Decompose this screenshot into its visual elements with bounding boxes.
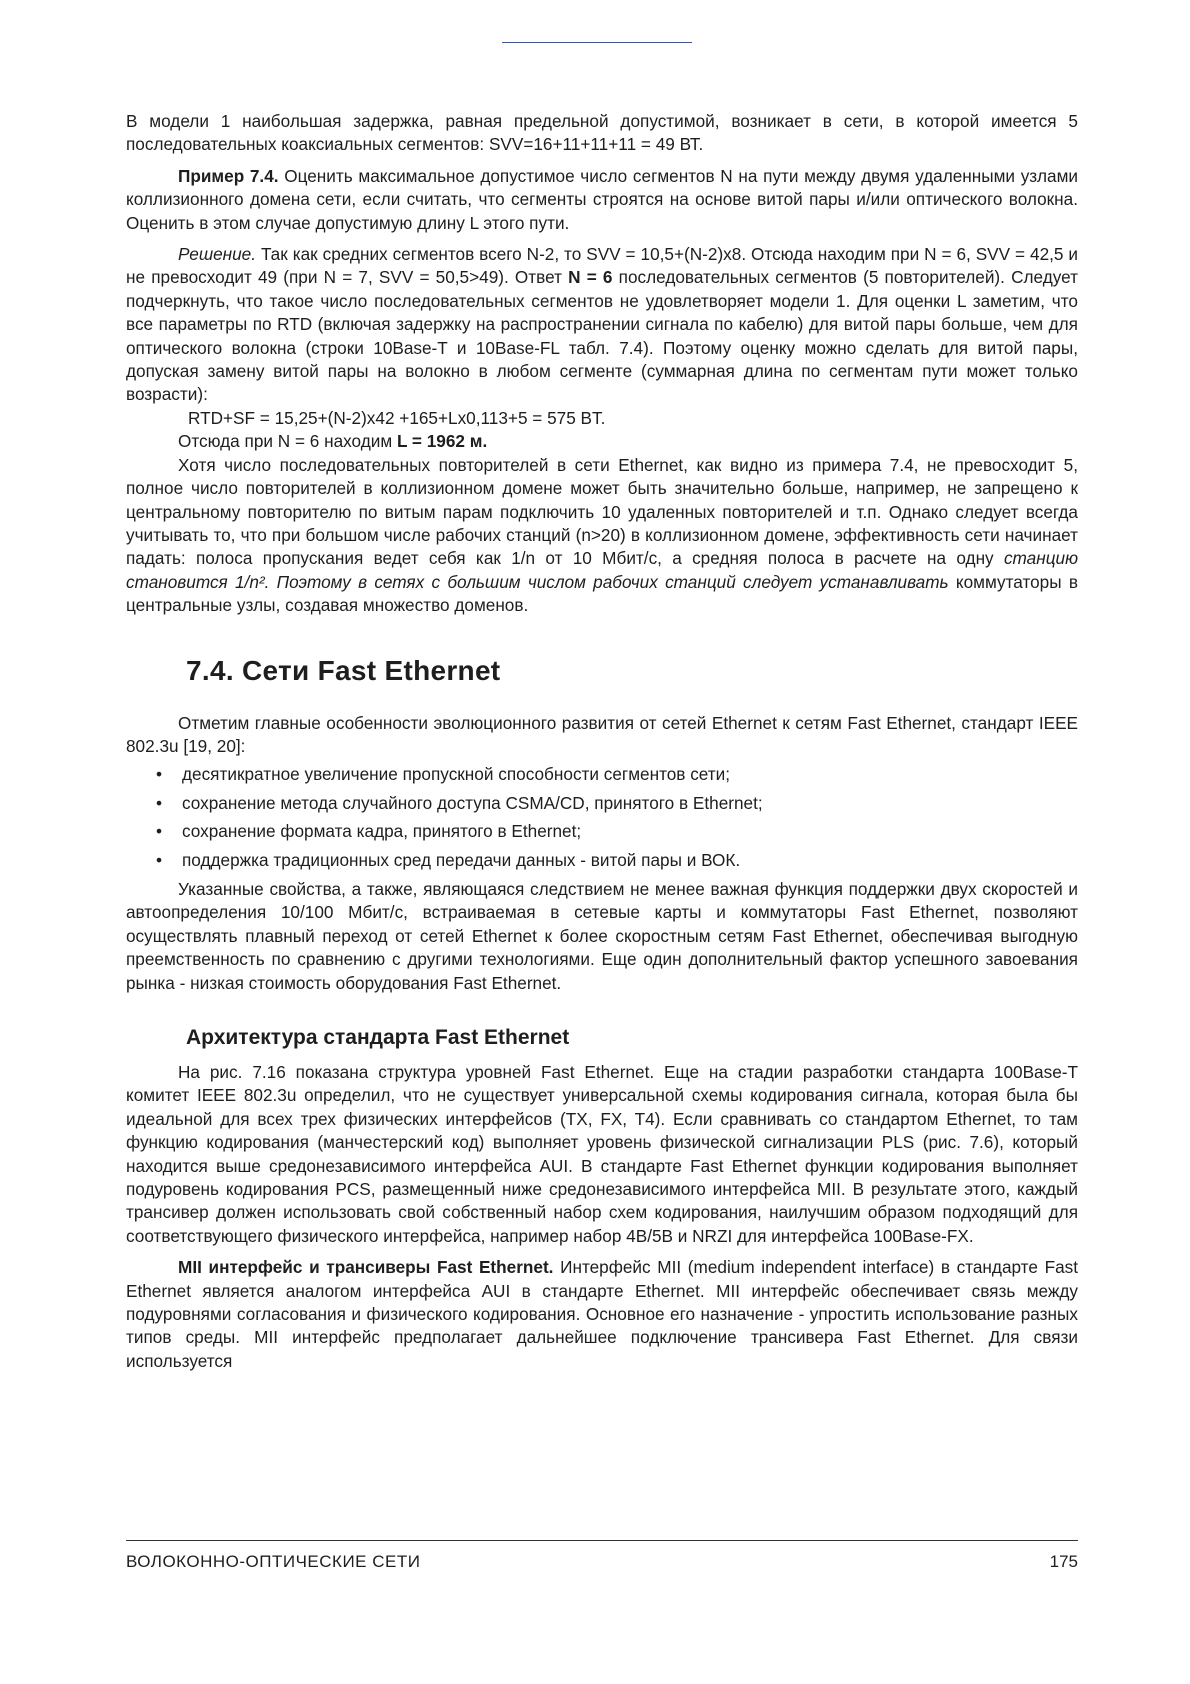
- footer-rule: [126, 1540, 1078, 1541]
- page-number: 175: [1049, 1552, 1078, 1571]
- mii-paragraph: [126, 1256, 1078, 1373]
- result-value: L = 1962 м.: [396, 431, 488, 452]
- rtd-formula: RTD+SF = 15,25+(N-2)x42 +165+Lx0,113+5 = 575 BT.: [188, 407, 606, 428]
- section-intro: Отметим главные особенности эволюционного развития от сетей Ethernet к сетям Fast Ethernet, стандарт IEEE 802.3u [19, 20]:: [126, 712, 1078, 756]
- result-paragraph: [126, 430, 1078, 453]
- repeaters-end: коммутаторы в центральные узлы, создавая множество доменов.: [126, 571, 1078, 616]
- mii-label: MII интерфейс и трансиверы Fast Ethernet.: [178, 1257, 554, 1278]
- repeaters-text: Хотя число последовательных повторителей в сети Ethernet, как видно из примера 7.4, не превосходит 5, полное число повторителей в коллизионном домене может быть значительно больше, например, не запрещено к центральному повторителю по витым парам подключить 10 удаленных повторителей и т.п. Однако следует всегда учитывать то, что при большом числе рабочих станций (n>20) в коллизионном домене, эффективность сети начинает падать: полоса пропускания ведет себя как 1/n от 10 Мбит/с, а средняя полоса в расчете на одну: [126, 454, 1078, 569]
- result-text: Отсюда при N = 6 находим: [178, 431, 397, 452]
- example-text: Оценить максимальное допустимое число сегментов N на пути между двумя удаленными узлами коллизионного домена сети, если считать, что сегменты строятся на основе витой пары и/или оптического волокна. Оценить в этом случае допустимую длину L этого пути.: [126, 165, 1078, 233]
- mii-text: Интерфейс MII (medium independent interface) в стандарте Fast Ethernet является аналогом интерфейса AUI в стандарте Ethernet. MII интерфейс обеспечивает связь между подуровнями согласования и физического кодирования. Основное его назначение - упростить использование разных типов среды. MII интерфейс предполагает дальнейшее подключение трансивера Fast Ethernet. Для связи используется: [126, 1257, 1078, 1371]
- solution-label: Решение.: [178, 244, 257, 265]
- repeaters-italic: станцию становится 1/n². Поэтому в сетях с большим числом рабочих станций следует устанавливать: [126, 548, 1078, 592]
- solution-text-a: Так как средних сегментов всего N-2, то SVV = 10,5+(N-2)x8. Отсюда находим при N = 6, SVV = 42,5 и не превосходит 49 (при N = 7, SVV = 50,5>49). Ответ: [126, 244, 1078, 288]
- solution-text-b: последовательных сегментов (5 повторителей). Следует подчеркнуть, что такое число последовательных сегментов не удовлетворяет модели 1. Для оценки L заметим, что все параметры по RTD (включая задержку на распространении сигнала по кабелю) для витой пары больше, чем для оптического волокна (строки 10Base-T и 10Base-FL табл. 7.4). Поэтому оценку можно сделать для витой пары, допуская замену витой пары на волокно в любом сегменте (суммарная длина по сегментам пути может только возрасти):: [126, 267, 1078, 405]
- top-rule: [502, 42, 692, 43]
- list-item: • сохранение метода случайного доступа CSMA/CD, принятого в Ethernet;: [126, 792, 1078, 815]
- section-title: 7.4. Сети Fast Ethernet: [186, 654, 501, 686]
- list-item: • поддержка традиционных сред передачи данных - витой пары и ВОК.: [126, 849, 1078, 872]
- example-label: Пример 7.4.: [178, 165, 279, 186]
- solution-answer: N = 6: [568, 267, 613, 288]
- solution-paragraph: [126, 243, 1078, 407]
- paragraph-model-1: В модели 1 наибольшая задержка, равная предельной допустимой, возникает в сети, в которой имеется 5 последовательных коаксиальных сегментов: SVV=16+11+11+11 = 49 ВТ.: [126, 111, 1078, 155]
- feature-list: [126, 763, 1078, 872]
- architecture-paragraph: На рис. 7.16 показана структура уровней Fast Ethernet. Еще на стадии разработки стандарта 100Base-T комитет IEEE 802.3u определил, что не существует универсальной схемы кодирования сигнала, которая была бы идеальной для всех трех физических интерфейсов (TX, FX, T4). Если сравнивать со стандартом Ethernet, то там функцию кодирования (манчестерский код) выполняет уровень физической сигнализации PLS (рис. 7.6), который находится выше средонезависимого интерфейса AUI. В стандарте Fast Ethernet функции кодирования выполняет подуровень кодирования PCS, размещенный ниже средонезависимого интерфейса MII. В результате этого, каждый трансивер должен использовать свой собственный набор схем кодирования, наилучшим образом подходящий для соответствующего физического интерфейса, например набор 4B/5B и NRZI для интерфейса 100Base-FX.: [126, 1062, 1078, 1246]
- repeaters-paragraph: [126, 454, 1078, 618]
- list-item: • сохранение формата кадра, принятого в Ethernet;: [126, 820, 1078, 843]
- footer-title: ВОЛОКОННО-ОПТИЧЕСКИЕ СЕТИ: [126, 1552, 421, 1571]
- page-content: [126, 110, 1078, 1373]
- after-bullets-paragraph: Указанные свойства, а также, являющаяся следствием не менее важная функция поддержки двух скоростей и автоопределения 10/100 Мбит/с, встраиваемая в сетевые карты и коммутаторы Fast Ethernet, позволяют осуществлять плавный переход от сетей Ethernet к более скоростным сетям Fast Ethernet, обеспечивая выгодную преемственность по сравнению с другими технологиями. Еще один дополнительный фактор успешного завоевания рынка - низкая стоимость оборудования Fast Ethernet.: [126, 878, 1078, 993]
- list-item: • десятикратное увеличение пропускной способности сегментов сети;: [126, 763, 1078, 786]
- subsection-title: Архитектура стандарта Fast Ethernet: [186, 1026, 570, 1049]
- example-paragraph: [126, 165, 1078, 235]
